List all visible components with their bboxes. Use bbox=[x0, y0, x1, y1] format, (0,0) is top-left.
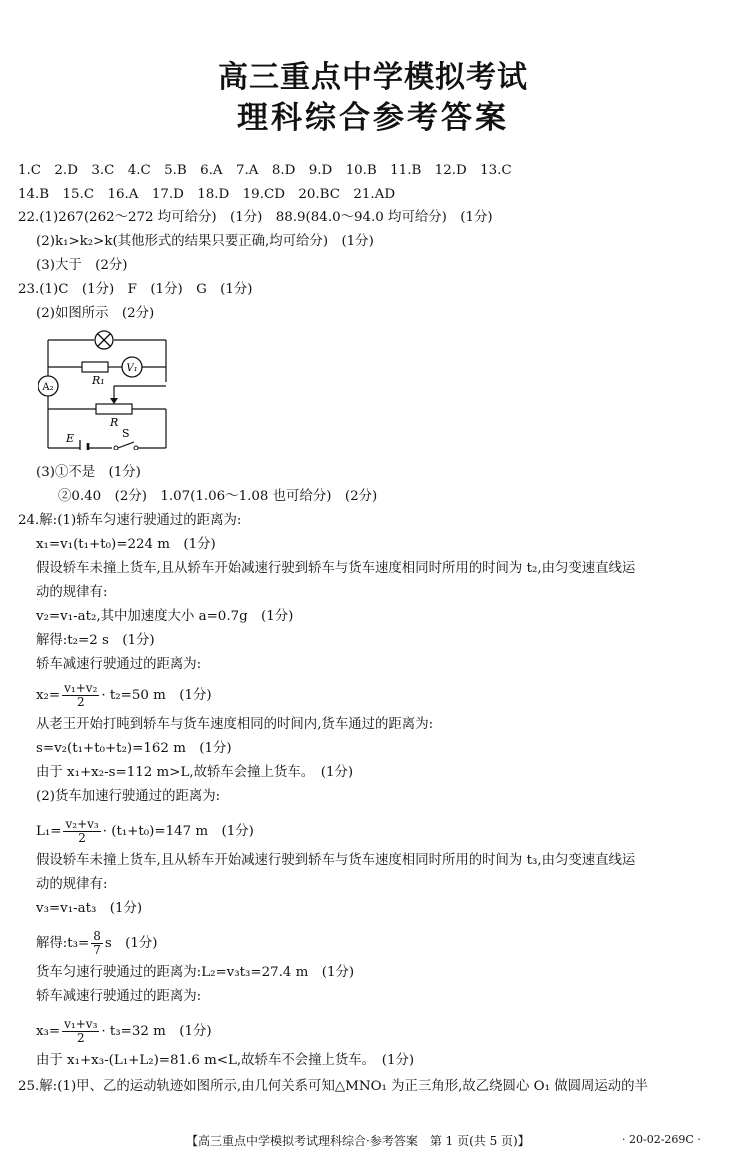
q24-line: 货车匀速行驶通过的距离为:L₂=v₃t₃=27.4 m (1分) bbox=[36, 965, 355, 980]
page-footer: 【高三重点中学模拟考试理科综合·参考答案 第 1 页(共 5 页)】 bbox=[186, 1134, 530, 1148]
circuit-diagram bbox=[38, 324, 178, 450]
q24-line: 假设轿车未撞上货车,且从轿车开始减速行驶到轿车与货车速度相同时所用的时间为 t₃,由匀变速直线运 bbox=[36, 853, 636, 868]
q24-line: 动的规律有: bbox=[36, 585, 108, 600]
ammeter-icon bbox=[38, 376, 58, 396]
q24-formula-t3: 解得:t₃= $\frac{8}{7}$ s (1分) bbox=[36, 929, 158, 957]
switch-icon bbox=[114, 446, 118, 450]
q24-line: v₃=v₁-at₃ (1分) bbox=[36, 901, 143, 916]
page-title: 高三重点中学模拟考试 bbox=[218, 60, 528, 95]
q25-line: 25.解:(1)甲、乙的运动轨迹如图所示,由几何关系可知△MNO₁ 为正三角形,故乙绕圆心 O₁ 做圆周运动的半 bbox=[18, 1079, 648, 1094]
q22-part2: (2)k₁>k₂>k(其他形式的结果只要正确,均可给分) (1分) bbox=[36, 234, 374, 249]
q24-line: s=v₂(t₁+t₀+t₂)=162 m (1分) bbox=[36, 741, 232, 756]
battery-icon bbox=[80, 440, 88, 450]
label-s: S bbox=[122, 427, 130, 440]
q24-line: 解得:t₂=2 s (1分) bbox=[36, 633, 155, 648]
q23-part3a: (3)①不是 (1分) bbox=[36, 465, 141, 480]
page-subtitle: 理科综合参考答案 bbox=[237, 100, 509, 136]
rheostat-icon bbox=[96, 404, 132, 414]
q24-formula-l1: L₁= $\frac{\text{v₂+v₃}}{2}$ · (t₁+t₀)=147 m (1分) bbox=[36, 817, 254, 845]
q22-part3: (3)大于 (2分) bbox=[36, 258, 128, 273]
label-r1: R₁ bbox=[92, 374, 105, 387]
q24-line: 轿车减速行驶通过的距离为: bbox=[36, 657, 202, 672]
slider-arrow-icon bbox=[110, 398, 118, 404]
q24-formula-x2: x₂= $\frac{\text{v₁+v₂}}{2}$ · t₂=50 m (1分) bbox=[36, 681, 212, 709]
lamp-icon bbox=[95, 331, 113, 349]
q24-line: 轿车减速行驶通过的距离为: bbox=[36, 989, 202, 1004]
voltmeter-label: V₁ bbox=[126, 363, 138, 374]
q23-part2: (2)如图所示 (2分) bbox=[36, 306, 155, 321]
q23-part3b: ②0.40 (2分) 1.07(1.06～1.08 也可给分) (2分) bbox=[58, 489, 378, 504]
mc-answers-row-2: 14.B 15.C 16.A 17.D 18.D 19.CD 20.BC 21.AD bbox=[18, 187, 396, 202]
q24-line: 由于 x₁+x₃-(L₁+L₂)=81.6 m<L,故轿车不会撞上货车。 (1分) bbox=[36, 1053, 415, 1068]
q24-line: 从老王开始打盹到轿车与货车速度相同的时间内,货车通过的距离为: bbox=[36, 717, 434, 732]
q24-line: v₂=v₁-at₂,其中加速度大小 a=0.7g (1分) bbox=[36, 609, 294, 624]
q24-line: (2)货车加速行驶通过的距离为: bbox=[36, 789, 221, 804]
label-e: E bbox=[66, 432, 75, 445]
q22-part1: 22.(1)267(262～272 均可给分) (1分) 88.9(84.0～94.0 均可给分) (1分) bbox=[18, 210, 493, 225]
label-r: R bbox=[110, 416, 119, 429]
document-code: · 20-02-269C · bbox=[622, 1133, 701, 1146]
mc-answers-row-1: 1.C 2.D 3.C 4.C 5.B 6.A 7.A 8.D 9.D 10.B 11.B 12.D 13.C bbox=[18, 163, 512, 178]
q24-line: 由于 x₁+x₂-s=112 m>L,故轿车会撞上货车。 (1分) bbox=[36, 765, 354, 780]
ammeter-label: A₂ bbox=[42, 382, 54, 393]
q24-heading: 24.解:(1)轿车匀速行驶通过的距离为: bbox=[18, 513, 242, 528]
q23-part1: 23.(1)C (1分) F (1分) G (1分) bbox=[18, 282, 253, 297]
q24-line: 假设轿车未撞上货车,且从轿车开始减速行驶到轿车与货车速度相同时所用的时间为 t₂,由匀变速直线运 bbox=[36, 561, 636, 576]
resistor-r1-icon bbox=[82, 362, 108, 372]
q24-formula-x3: x₃= $\frac{\text{v₁+v₃}}{2}$ · t₃=32 m (1分) bbox=[36, 1017, 212, 1045]
q24-line: 动的规律有: bbox=[36, 877, 108, 892]
q24-line: x₁=v₁(t₁+t₀)=224 m (1分) bbox=[36, 537, 216, 552]
voltmeter-icon bbox=[122, 357, 142, 377]
